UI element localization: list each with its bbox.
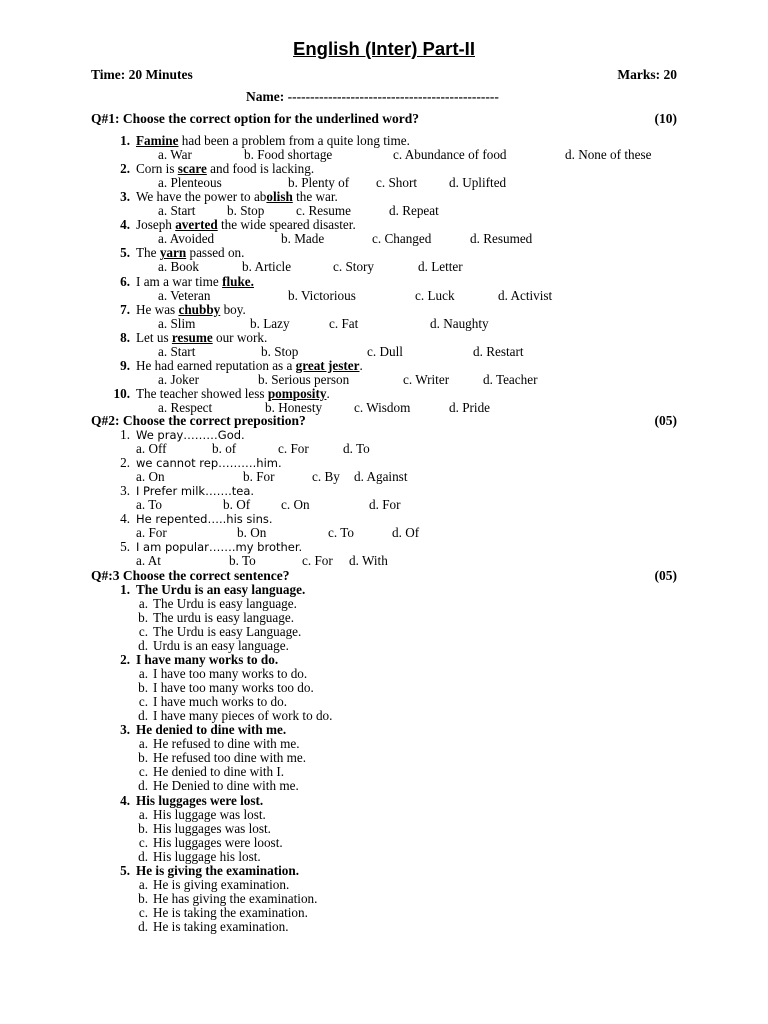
answer-option: c. Story xyxy=(333,259,375,275)
stem-text: I Prefer milk…….tea. xyxy=(136,484,255,499)
question-stem xyxy=(108,540,302,554)
question-number: 1. xyxy=(120,427,130,442)
option-text: He refused to dine with me. xyxy=(153,736,300,752)
answer-option: b. Victorious xyxy=(288,287,356,303)
stem-text: The xyxy=(136,245,160,261)
option-letter: b. xyxy=(138,610,148,625)
question-stem xyxy=(108,190,338,204)
option-text: Urdu is an easy language. xyxy=(153,638,289,653)
q3-heading: Q#:3 Choose the correct sentence? xyxy=(91,568,290,583)
q2-heading: Q#2: Choose the correct preposition? xyxy=(91,413,306,428)
answer-option xyxy=(128,625,301,639)
underlined-word: great jester xyxy=(295,357,360,373)
option-text: I have too many works too do. xyxy=(153,680,314,696)
answer-option: a. At xyxy=(136,553,161,569)
answer-option: c. On xyxy=(281,497,310,513)
question-number: 3. xyxy=(120,483,130,499)
option-text: He has giving the examination. xyxy=(153,890,318,906)
stem-text: and food is lacking. xyxy=(206,161,315,177)
answer-option: a. Off xyxy=(136,441,167,456)
answer-option: d. Letter xyxy=(418,259,463,275)
answer-option: d. For xyxy=(369,497,401,513)
answer-option: c. Abundance of food xyxy=(393,147,507,162)
question-number: 4. xyxy=(120,511,130,527)
option-text: His luggage his lost. xyxy=(153,848,261,864)
name-label: Name: xyxy=(246,89,285,104)
answer-option: c. Short xyxy=(376,175,418,191)
stem-text: He repented…..his sins. xyxy=(136,512,273,527)
option-text: His luggage was lost. xyxy=(153,806,266,822)
option-text: His luggages was lost. xyxy=(153,820,271,836)
answer-option: d. Of xyxy=(392,525,420,541)
answer-option: a. Book xyxy=(158,259,200,275)
question-stem xyxy=(108,331,267,345)
option-text: His luggages were loost. xyxy=(153,834,283,850)
question-number: 5. xyxy=(120,862,130,878)
answer-option: d. Against xyxy=(354,469,408,485)
answer-option xyxy=(128,808,266,822)
question-stem xyxy=(108,864,299,878)
answer-option xyxy=(128,878,289,892)
option-letter: b. xyxy=(138,820,148,836)
answer-option: b. Serious person xyxy=(258,371,350,387)
marks-label: Marks: 20 xyxy=(617,67,677,82)
question-stem xyxy=(108,387,330,401)
answer-option: c. Changed xyxy=(372,231,432,247)
option-letter: a. xyxy=(138,876,148,892)
stem-text: our work. xyxy=(212,329,268,345)
option-letter: a. xyxy=(138,666,148,682)
answer-option: c. For xyxy=(278,441,309,456)
stem-text: The Urdu is an easy language. xyxy=(136,582,306,597)
answer-option: d. Resumed xyxy=(470,231,533,247)
underlined-word: yarn xyxy=(159,245,187,261)
answer-option xyxy=(128,737,300,751)
answer-option: c. Writer xyxy=(403,371,450,387)
stem-text: we cannot rep……….him. xyxy=(136,456,282,471)
stem-text: His luggages were lost. xyxy=(136,792,264,808)
question-number: 7. xyxy=(120,301,130,317)
answer-option: a. Respect xyxy=(158,399,213,415)
stem-text: I have many works to do. xyxy=(136,652,279,668)
stem-text: had been a problem from a quite long time. xyxy=(178,133,410,148)
answer-option: a. Joker xyxy=(158,371,200,387)
option-letter: a. xyxy=(138,596,148,611)
option-text: I have too many works to do. xyxy=(153,666,308,682)
option-text: He is giving examination. xyxy=(153,876,290,892)
answer-option xyxy=(128,751,306,765)
stem-text: Let us xyxy=(136,329,172,345)
answer-option: b. Honesty xyxy=(265,399,323,415)
answer-option: b. Stop xyxy=(227,203,265,219)
option-letter: b. xyxy=(138,890,148,906)
answer-option: d. Naughty xyxy=(430,315,489,331)
answer-option: d. With xyxy=(349,553,388,569)
underlined-word: resume xyxy=(171,329,213,345)
stem-text: boy. xyxy=(220,301,246,317)
answer-option: a. War xyxy=(158,147,192,162)
option-letter: d. xyxy=(138,708,148,724)
question-number: 10. xyxy=(113,385,130,401)
answer-option: c. Luck xyxy=(415,287,455,303)
question-stem xyxy=(108,653,278,667)
answer-option xyxy=(128,850,261,864)
stem-text: He is giving the examination. xyxy=(136,862,300,878)
answer-option: a. Avoided xyxy=(158,231,215,247)
answer-option: a. Veteran xyxy=(158,287,211,303)
option-text: He refused too dine with me. xyxy=(153,750,307,766)
question-stem xyxy=(108,134,410,148)
answer-option: a. Start xyxy=(158,343,196,359)
q1-heading: Q#1: Choose the correct option for the underlined word? xyxy=(91,111,419,126)
option-letter: d. xyxy=(138,848,148,864)
option-letter: c. xyxy=(138,764,148,780)
stem-text: the war. xyxy=(292,189,338,205)
answer-option: c. Wisdom xyxy=(354,399,411,415)
answer-option: d. Repeat xyxy=(389,203,439,219)
option-letter: c. xyxy=(138,694,148,710)
question-stem xyxy=(108,218,356,232)
stem-text: He had earned reputation as a xyxy=(136,357,296,373)
answer-option xyxy=(128,892,317,906)
answer-option xyxy=(128,667,307,681)
answer-option: a. To xyxy=(136,497,162,513)
option-text: He denied to dine with I. xyxy=(153,764,285,780)
stem-text: Corn is xyxy=(136,161,178,177)
stem-text: We have the power to ab xyxy=(136,189,267,205)
answer-option xyxy=(128,681,314,695)
question-stem xyxy=(108,162,314,176)
underlined-word: averted xyxy=(175,217,218,233)
question-number: 2. xyxy=(120,161,130,177)
option-letter: b. xyxy=(138,750,148,766)
question-number: 4. xyxy=(120,792,130,808)
question-stem xyxy=(108,484,254,498)
underlined-word: pomposity xyxy=(267,385,327,401)
answer-option xyxy=(128,822,271,836)
question-number: 6. xyxy=(120,273,130,289)
question-number: 1. xyxy=(120,582,130,597)
stem-text: He was xyxy=(136,301,179,317)
question-stem xyxy=(108,583,305,597)
answer-option: b. On xyxy=(237,525,267,541)
answer-option: c. By xyxy=(312,469,340,485)
answer-option xyxy=(128,765,284,779)
answer-option: a. On xyxy=(136,469,165,485)
stem-text: I am a war time xyxy=(136,273,223,289)
answer-option: b. of xyxy=(212,441,237,456)
answer-option: b. To xyxy=(229,553,256,569)
answer-option: b. Made xyxy=(281,231,325,247)
option-letter: d. xyxy=(138,638,148,653)
option-letter: d. xyxy=(138,778,148,794)
name-blank: ----------------------------------------------- xyxy=(287,89,499,104)
answer-option: b. Food shortage xyxy=(244,147,333,162)
stem-text: . xyxy=(326,385,330,401)
answer-option: c. To xyxy=(328,525,354,541)
question-stem xyxy=(108,359,363,373)
answer-option: d. To xyxy=(343,441,370,456)
question-stem xyxy=(108,303,246,317)
stem-text: I am popular…….my brother. xyxy=(136,540,303,555)
question-stem xyxy=(108,246,244,260)
option-letter: c. xyxy=(138,624,148,639)
page-title: English (Inter) Part-II xyxy=(293,38,475,59)
stem-text: Joseph xyxy=(136,217,176,233)
answer-option: a. Slim xyxy=(158,315,196,331)
q2-marks: (05) xyxy=(654,413,677,428)
option-text: The Urdu is easy language. xyxy=(153,596,297,611)
option-letter: a. xyxy=(138,736,148,752)
answer-option xyxy=(128,920,289,934)
answer-option: d. None of these xyxy=(565,147,652,162)
answer-option: c. Fat xyxy=(329,315,359,331)
option-text: I have much works to do. xyxy=(153,694,288,710)
answer-option: b. For xyxy=(243,469,275,485)
answer-option: b. Stop xyxy=(261,343,299,359)
question-stem xyxy=(108,512,273,526)
question-number: 2. xyxy=(120,455,130,471)
option-letter: a. xyxy=(138,806,148,822)
question-number: 8. xyxy=(120,329,130,345)
answer-option: a. Start xyxy=(158,203,196,219)
answer-option: d. Teacher xyxy=(483,371,538,387)
answer-option: a. Plenteous xyxy=(158,175,222,191)
underlined-word: Famine xyxy=(136,133,179,148)
answer-option: d. Pride xyxy=(449,399,491,415)
question-number: 9. xyxy=(120,357,130,373)
question-stem xyxy=(108,275,254,289)
question-number: 1. xyxy=(120,133,130,148)
answer-option: c. For xyxy=(302,553,333,569)
answer-option: d. Restart xyxy=(473,343,524,359)
stem-text: the wide speared disaster. xyxy=(217,217,356,233)
question-number: 2. xyxy=(120,652,130,668)
question-stem xyxy=(108,428,245,442)
question-number: 3. xyxy=(120,722,130,738)
answer-option: b. Of xyxy=(223,497,251,513)
question-stem xyxy=(108,723,286,737)
answer-option: d. Uplifted xyxy=(449,175,507,191)
option-letter: d. xyxy=(138,918,148,934)
q3-marks: (05) xyxy=(654,568,677,583)
option-text: I have many pieces of work to do. xyxy=(153,708,333,724)
option-text: He is taking examination. xyxy=(153,918,289,934)
answer-option: b. Plenty of xyxy=(288,175,350,191)
answer-option: c. Dull xyxy=(367,343,403,359)
name-field xyxy=(246,90,499,104)
option-text: The urdu is easy language. xyxy=(153,610,294,625)
underlined-word: olish xyxy=(266,189,293,205)
option-text: He Denied to dine with me. xyxy=(153,778,299,794)
answer-option xyxy=(128,906,308,920)
answer-option: a. For xyxy=(136,525,167,541)
option-text: The Urdu is easy Language. xyxy=(153,624,302,639)
answer-option xyxy=(128,611,294,625)
underlined-word: fluke. xyxy=(222,273,254,289)
question-stem xyxy=(108,794,263,808)
option-letter: b. xyxy=(138,680,148,696)
answer-option xyxy=(128,709,332,723)
answer-option: b. Lazy xyxy=(250,315,290,331)
underlined-word: chubby xyxy=(178,301,221,317)
answer-option xyxy=(128,779,299,793)
answer-option: b. Article xyxy=(242,259,292,275)
stem-text: passed on. xyxy=(186,245,245,261)
option-text: He is taking the examination. xyxy=(153,904,308,920)
question-stem xyxy=(108,456,282,470)
answer-option: c. Resume xyxy=(296,203,351,219)
option-letter: c. xyxy=(138,904,148,920)
stem-text: We pray………God. xyxy=(136,428,245,442)
time-label: Time: 20 Minutes xyxy=(91,67,193,82)
question-number: 5. xyxy=(120,539,130,555)
answer-option xyxy=(128,639,289,653)
answer-option xyxy=(128,597,297,611)
stem-text: He denied to dine with me. xyxy=(136,722,287,738)
option-letter: c. xyxy=(138,834,148,850)
answer-option: d. Activist xyxy=(498,287,553,303)
stem-text: . xyxy=(359,357,363,373)
question-number: 5. xyxy=(120,245,130,261)
question-number: 3. xyxy=(120,189,130,205)
q1-marks: (10) xyxy=(654,111,677,126)
underlined-word: scare xyxy=(177,161,207,177)
answer-option xyxy=(128,836,283,850)
stem-text: The teacher showed less xyxy=(136,385,268,401)
answer-option xyxy=(128,695,287,709)
question-number: 4. xyxy=(120,217,130,233)
